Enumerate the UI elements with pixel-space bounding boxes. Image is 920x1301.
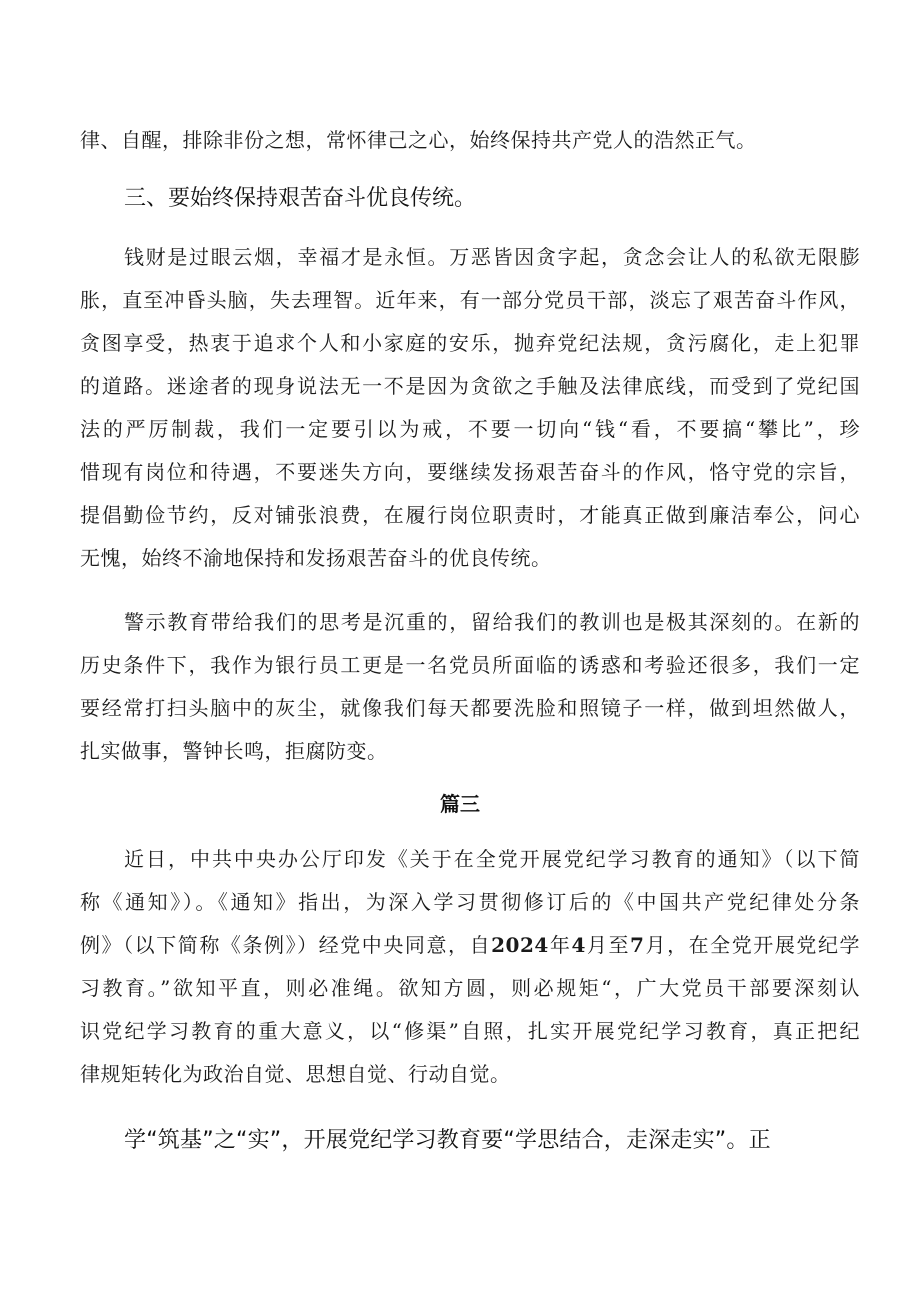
- paragraph-line: 钱财是过眼云烟，幸福才是永恒。万恶皆因贪字起，贪念会让人的私欲无限膨: [124, 245, 860, 269]
- paragraph-segment: 例》（以下简称《条例》）经党中央同意，自: [80, 933, 492, 957]
- paragraph-line: 提倡勤俭节约，反对铺张浪费，在履行岗位职责时，才能真正做到廉洁奉公，问心: [80, 503, 860, 527]
- part-title: 篇三: [440, 792, 480, 816]
- paragraph-line: 无愧，始终不渝地保持和发扬艰苦奋斗的优良传统。: [80, 546, 552, 570]
- paragraph-line: 近日，中共中央办公厅印发《关于在全党开展党纪学习教育的通知》（以下简: [124, 847, 860, 871]
- paragraph-line: 识党纪学习教育的重大意义，以“修渠”自照，扎实开展党纪学习教育，真正把纪: [80, 1019, 860, 1043]
- section-heading-3: 三、要始终保持艰苦奋斗优良传统。: [124, 186, 477, 211]
- paragraph-line: 法的严厉制裁，我们一定要引以为戒，不要一切向“钱“看，不要搞“攀比”，珍: [80, 417, 860, 441]
- paragraph-line: 扎实做事，警钟长鸣，拒腐防变。: [80, 739, 388, 763]
- paragraph-line-with-date: [80, 931, 860, 959]
- paragraph-line: 警示教育带给我们的思考是沉重的，留给我们的教训也是极其深刻的。在新的: [124, 610, 860, 634]
- date-month-end: 7: [630, 933, 645, 957]
- paragraph-line: 胀，直至冲昏头脑，失去理智。近年来，有一部分党员干部，淡忘了艰苦奋斗作风，: [80, 288, 860, 312]
- date-year: 2024: [491, 933, 549, 957]
- paragraph-line: 历史条件下，我作为银行员工更是一名党员所面临的诱惑和考验还很多，我们一定: [80, 653, 860, 677]
- date-mid: 月至: [585, 933, 631, 957]
- paragraph-line: 的道路。迷途者的现身说法无一不是因为贪欲之手触及法律底线，而受到了党纪国: [80, 374, 860, 398]
- date-month-start: 4: [571, 933, 586, 957]
- date-year-suffix: 年: [548, 933, 572, 957]
- paragraph-line: 称《通知》）。《通知》指出，为深入学习贯彻修订后的《中国共产党纪律处分条: [80, 890, 860, 914]
- date-tail: 月，在全党开展党纪学: [644, 933, 861, 957]
- paragraph-line: 习教育。”欲知平直，则必准绳。欲知方圆，则必规矩“，广大党员干部要深刻认: [80, 976, 860, 1000]
- carry-over-line: 律、自醒，排除非份之想，常怀律己之心，始终保持共产党人的浩然正气。: [80, 128, 757, 152]
- paragraph-line: 惜现有岗位和待遇，不要迷失方向，要继续发扬艰苦奋斗的作风，恪守党的宗旨，: [80, 460, 860, 484]
- paragraph-line: 律规矩转化为政治自觉、思想自觉、行动自觉。: [80, 1062, 511, 1086]
- paragraph-line: 要经常打扫头脑中的灰尘，就像我们每天都要洗脸和照镜子一样，做到坦然做人，: [80, 696, 860, 720]
- sub-heading: 学“筑基”之“实”，开展党纪学习教育要“学思结合，走深走实”。正: [124, 1128, 771, 1153]
- paragraph-line: 贪图享受，热衷于追求个人和小家庭的安乐，抛弃党纪法规，贪污腐化，走上犯罪: [80, 331, 860, 355]
